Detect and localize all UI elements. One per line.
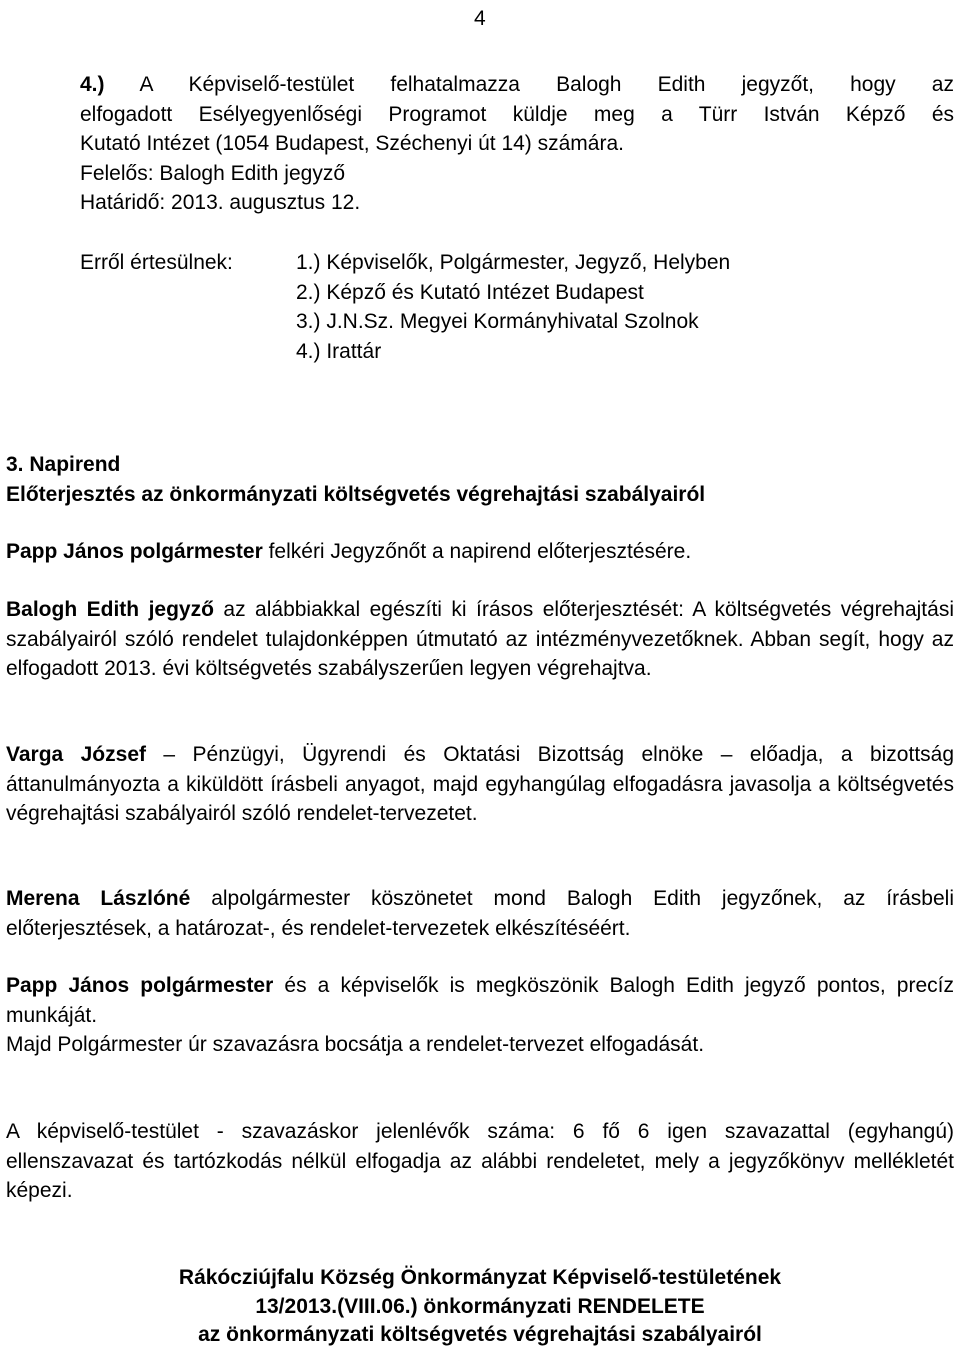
recipients-label: Erről értesülnek:: [80, 251, 233, 274]
speaker-name: Papp János polgármester: [6, 540, 263, 563]
paragraph-6: A képviselő-testület - szavazáskor jelenlévők száma: 6 fő 6 igen szavazattal (egyhangú) ellenszavazat és tartózkodás nélkül elfogadja az alábbi rendeletet, mely a jegyzőkönyv mellékletét képezi.: [6, 1120, 954, 1202]
paragraph-5-line-2: Majd Polgármester úr szavazásra bocsátja a rendelet-tervezet elfogadását.: [6, 1033, 705, 1056]
recipient-item: 4.) Irattár: [296, 339, 382, 363]
agenda-heading: 3. Napirend: [6, 453, 121, 476]
deadline-line: Határidő: 2013. augusztus 12.: [80, 191, 361, 214]
recipient-item: 3.) J.N.Sz. Megyei Kormányhivatal Szolnok: [296, 310, 699, 333]
resolution-line-2: elfogadott Esélyegyenlőségi Programot küldje meg a Türr István Képző és: [80, 102, 954, 126]
speaker-name: Varga József: [6, 743, 146, 766]
regulation-title-line-2: 13/2013.(VIII.06.) önkormányzati RENDELETE: [255, 1295, 705, 1318]
responsible-line: Felelős: Balogh Edith jegyző: [80, 161, 345, 185]
paragraph-text: felkéri Jegyzőnőt a napirend előterjesztésére.: [262, 540, 692, 563]
paragraph-5: [6, 971, 954, 1030]
paragraph-1: [6, 537, 954, 567]
paragraph-text: alpolgármester köszönetet mond Balogh Edith jegyzőnek, az írásbeli előterjesztések, a határozat-, és rendelet-tervezetek elkészítéséért.: [6, 887, 954, 940]
paragraph-text: – Pénzügyi, Ügyrendi és Oktatási Bizottság elnöke – előadja, a bizottság áttanulmányozta a kiküldött írásbeli anyagot, majd egyhangúlag elfogadásra javasolja a költségvetés végrehajtási szabályairól szóló rendelet-tervezetet.: [6, 743, 955, 825]
regulation-title-line-3: az önkormányzati költségvetés végrehajtási szabályairól: [198, 1323, 762, 1346]
recipient-item: 2.) Képző és Kutató Intézet Budapest: [296, 280, 644, 304]
paragraph-text: az alábbiakkal egészíti ki írásos előterjesztését: A költségvetés végrehajtási szabályairól szóló rendelet tulajdonképpen útmutató az intézményvezetőknek. Abban segít, hogy az elfogadott 2013. évi költségvetés szabályszerűen legyen végrehajtva.: [6, 598, 954, 680]
page-number: 4: [474, 7, 486, 30]
resolution-item-4: [6, 70, 954, 218]
resolution-text-1: A Képviselő-testület felhatalmazza Balogh Edith jegyzőt, hogy az: [139, 73, 954, 96]
recipient-item: 1.) Képviselők, Polgármester, Jegyző, Helyben: [296, 251, 731, 274]
resolution-number: 4.): [80, 73, 105, 96]
paragraph-3: [6, 740, 954, 829]
speaker-name: Balogh Edith jegyző: [6, 598, 214, 621]
paragraph-text: és a képviselők is megköszönik Balogh Edith jegyző pontos, precíz munkáját.: [6, 974, 954, 1027]
speaker-name: Merena Lászlóné: [6, 887, 191, 910]
resolution-line-1: [6, 70, 954, 100]
agenda-subheading: Előterjesztés az önkormányzati költségvetés végrehajtási szabályairól: [6, 483, 706, 506]
speaker-name: Papp János polgármester: [6, 974, 274, 997]
regulation-title-line-1: Rákócziújfalu Község Önkormányzat Képviselő-testületének: [178, 1266, 782, 1289]
resolution-line-3: Kutató Intézet (1054 Budapest, Széchenyi út 14) számára.: [80, 132, 624, 155]
recipients-list: [296, 248, 730, 366]
paragraph-4: [6, 884, 954, 943]
paragraph-2: [6, 595, 954, 684]
